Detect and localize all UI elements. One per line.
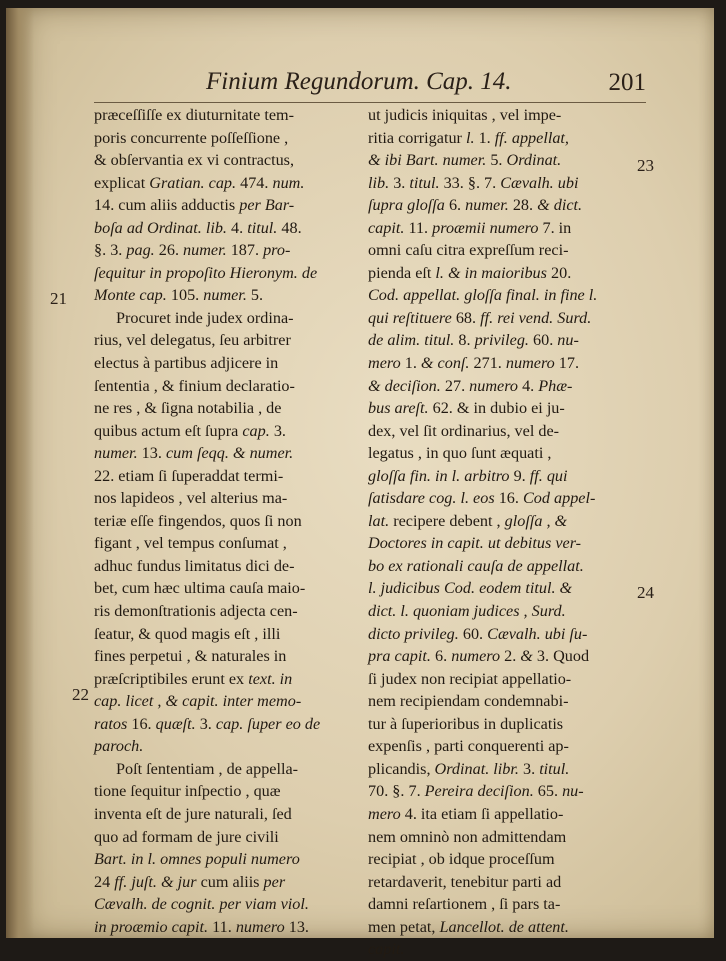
- margin-number: 21: [50, 289, 67, 308]
- italic-text-run: Cævalh. ubi ſu-: [487, 624, 588, 643]
- text-line: [94, 217, 357, 240]
- text-line: [94, 668, 357, 691]
- text-run: damni reſartionem , ſi pars ta-: [368, 895, 561, 914]
- italic-text-run: Bart. in l. omnes populi numero: [94, 850, 300, 869]
- italic-text-run: nu-: [562, 782, 584, 801]
- text-run: tione ſequitur inſpectio , quæ: [94, 782, 281, 801]
- text-line: [368, 780, 635, 803]
- text-line: [94, 149, 357, 172]
- text-run: adhuc fundus limitatus dici de-: [94, 556, 295, 575]
- text-run: quibus actum eſt ſupra: [94, 421, 243, 440]
- text-run: 16.: [127, 714, 156, 733]
- text-line: [94, 780, 357, 803]
- text-run: legatus , in quo ſunt æquati ,: [368, 444, 552, 463]
- text-line: [94, 735, 357, 758]
- text-run: ſententia , & finium declaratio-: [94, 376, 295, 395]
- text-run: 187.: [226, 241, 264, 260]
- text-line: [94, 826, 357, 849]
- italic-text-run: boſa ad Ordinat. lib.: [94, 218, 227, 237]
- italic-text-run: numer.: [203, 286, 247, 305]
- text-line: [94, 442, 357, 465]
- text-line: [368, 420, 635, 443]
- italic-text-run: bus areſt.: [368, 399, 429, 418]
- text-line: [368, 307, 635, 330]
- text-line: [368, 645, 635, 668]
- italic-text-run: & deciſion.: [368, 376, 441, 395]
- italic-text-run: qui reſtituere: [368, 308, 452, 327]
- text-run: teriæ eſſe fingendos, quos ſi non: [94, 511, 302, 530]
- text-line: [368, 893, 635, 916]
- italic-text-run: in proæmio capit.: [94, 917, 209, 936]
- italic-text-run: nu-: [557, 331, 579, 350]
- text-run: ris demonſtrationis adjecta cen-: [94, 602, 298, 621]
- text-line: [368, 690, 635, 713]
- text-run: 6.: [444, 196, 466, 215]
- text-run: 13.: [137, 444, 166, 463]
- text-run: 474.: [236, 173, 273, 192]
- text-run: 48.: [277, 218, 302, 237]
- text-run: 62. & in dubio ei ju-: [428, 399, 565, 418]
- text-line: [94, 510, 357, 533]
- italic-text-run: & dict.: [537, 196, 583, 215]
- text-line: [94, 375, 357, 398]
- text-run: 6.: [430, 647, 452, 666]
- italic-text-run: gloſſa , &: [504, 511, 568, 530]
- text-line: [368, 916, 635, 939]
- text-run: 11.: [404, 218, 433, 237]
- text-run: 33. §. 7.: [439, 173, 501, 192]
- text-line: [94, 104, 357, 127]
- book-page: [6, 8, 714, 959]
- text-run: 2.: [500, 647, 521, 666]
- italic-text-run: & ibi Bart. numer.: [368, 151, 487, 170]
- text-run: men petat,: [368, 917, 440, 936]
- text-line: [368, 803, 635, 826]
- text-run: cum aliis: [196, 872, 264, 891]
- text-run: præſcriptibiles erunt ex: [94, 669, 249, 688]
- text-run: nem omninò non admittendam: [368, 827, 567, 846]
- page-header: [96, 68, 646, 100]
- italic-text-run: cap. ſuper eo de: [215, 714, 321, 733]
- italic-text-run: quæſt.: [155, 714, 196, 733]
- italic-text-run: ff. rei vend. Surd.: [480, 308, 592, 327]
- italic-text-run: dicto privileg.: [368, 624, 459, 643]
- italic-text-run: numer.: [465, 196, 509, 215]
- italic-text-run: &: [520, 647, 533, 666]
- text-line: [368, 149, 635, 172]
- text-run: electus à partibus adjicere in: [94, 354, 279, 373]
- text-run: 105.: [166, 286, 204, 305]
- text-line: [368, 555, 635, 578]
- text-run: plicandis,: [368, 759, 435, 778]
- text-run: & obſervantia ex vi contractus,: [94, 151, 295, 170]
- italic-text-run: Gratian. cap.: [149, 173, 237, 192]
- text-run: 3.: [518, 759, 540, 778]
- italic-text-run: de alim. titul.: [368, 331, 455, 350]
- text-line: [368, 172, 635, 195]
- text-run: nem recipiendam condemnabi-: [368, 692, 569, 711]
- italic-text-run: num.: [272, 173, 305, 192]
- margin-number: 22: [72, 685, 89, 704]
- text-line: [368, 127, 635, 150]
- text-run: recipiat , ob idque proceſſum: [368, 850, 555, 869]
- text-run: Poſt ſententiam , de appella-: [116, 759, 299, 778]
- italic-text-run: lat.: [368, 511, 390, 530]
- italic-text-run: & conſ.: [420, 354, 470, 373]
- italic-text-run: Ordinat.: [506, 151, 562, 170]
- text-line: [94, 577, 357, 600]
- text-run: præceſſiſſe ex diuturnitate tem-: [94, 106, 295, 124]
- text-run: explicat: [94, 173, 150, 192]
- italic-text-run: Cod. appellat. gloſſa final. in fine l.: [368, 286, 598, 305]
- text-line: [368, 532, 635, 555]
- text-line: [368, 735, 635, 758]
- text-line: [94, 172, 357, 195]
- italic-text-run: Doctores in capit. ut debitus ver-: [368, 534, 582, 553]
- text-line: [94, 690, 357, 713]
- italic-text-run: numer.: [183, 241, 227, 260]
- italic-text-run: capit.: [368, 940, 405, 959]
- italic-text-run: dict. l. quoniam judices , Surd.: [368, 602, 566, 621]
- text-run: 65.: [533, 782, 563, 801]
- text-run: 1.: [474, 128, 495, 147]
- italic-text-run: l. & in maioribus: [435, 263, 547, 282]
- text-run: 8.: [454, 331, 475, 350]
- italic-text-run: ff. juſt. & jur: [114, 872, 197, 891]
- text-run: 22. etiam ſi ſuperaddat termi-: [94, 466, 284, 485]
- text-run: 3.: [195, 714, 216, 733]
- text-line: [368, 104, 635, 127]
- text-run: 60.: [458, 624, 488, 643]
- text-run: 60.: [528, 331, 558, 350]
- italic-text-run: proæmii numero: [432, 218, 539, 237]
- text-line: [368, 600, 635, 623]
- italic-text-run: Ordinat. libr.: [434, 759, 519, 778]
- text-line: [368, 262, 635, 285]
- text-run: rius, vel delegatus, ſeu arbitrer: [94, 331, 291, 350]
- text-line: [94, 284, 357, 307]
- left-text-column: [94, 104, 357, 938]
- text-line: [94, 871, 357, 894]
- text-line: [94, 397, 357, 420]
- italic-text-run: ff. appellat,: [494, 128, 569, 147]
- text-line: [94, 329, 357, 352]
- italic-text-run: l. judicibus Cod. eodem titul. &: [368, 579, 573, 598]
- text-run: 28.: [508, 196, 538, 215]
- text-run: Procuret inde judex ordina-: [116, 308, 294, 327]
- italic-text-run: lib.: [368, 173, 390, 192]
- text-line: [94, 465, 357, 488]
- text-line: [368, 826, 635, 849]
- italic-text-run: Cod appel-: [522, 489, 596, 508]
- text-run: tur à ſuperioribus in duplicatis: [368, 714, 564, 733]
- text-line: [368, 668, 635, 691]
- italic-text-run: Cævalh. de cognit. per viam viol.: [94, 895, 309, 914]
- italic-text-run: numero: [469, 376, 519, 395]
- text-line: [94, 555, 357, 578]
- text-line: [368, 329, 635, 352]
- text-run: ritia corrigatur: [368, 128, 466, 147]
- italic-text-run: pro-: [263, 241, 291, 260]
- text-run: retardaverit, tenebitur parti ad: [368, 872, 562, 891]
- text-line: [368, 239, 635, 262]
- text-run: 9.: [509, 466, 530, 485]
- text-run: pienda eſt: [368, 263, 436, 282]
- text-line: [368, 848, 635, 871]
- book-spine-shadow: [6, 8, 34, 938]
- margin-number: 23: [637, 156, 654, 175]
- page-number: 201: [608, 69, 646, 96]
- text-line: [368, 397, 635, 420]
- text-line: [94, 127, 357, 150]
- text-line: [368, 194, 635, 217]
- italic-text-run: ſupra gloſſa: [368, 196, 445, 215]
- italic-text-run: text. in: [248, 669, 293, 688]
- italic-text-run: cum ſeqq. & numer.: [165, 444, 294, 463]
- text-line: [368, 623, 635, 646]
- italic-text-run: Pereira deciſion.: [424, 782, 534, 801]
- text-run: 4.: [518, 376, 539, 395]
- text-line: [94, 487, 357, 510]
- text-line: [94, 262, 357, 285]
- italic-text-run: per Bar-: [239, 196, 295, 215]
- italic-text-run: Phæ-: [538, 376, 573, 395]
- text-run: quo ad formam de jure civili: [94, 827, 279, 846]
- text-run: 4. ita etiam ſi appellatio-: [400, 804, 564, 823]
- italic-text-run: numero: [235, 917, 285, 936]
- text-run: bet, cum hæc ultima cauſa maio-: [94, 579, 306, 598]
- running-head: Finium Regundorum. Cap. 14.: [206, 68, 512, 95]
- text-run: §. 3.: [94, 241, 127, 260]
- italic-text-run: numero: [505, 354, 555, 373]
- italic-text-run: bo ex rationali cauſa de appellat.: [368, 556, 584, 575]
- text-line: [94, 848, 357, 871]
- text-line: [368, 713, 635, 736]
- text-line: [368, 217, 635, 240]
- text-run: 14. cum aliis adductis: [94, 196, 240, 215]
- italic-text-run: privileg.: [474, 331, 529, 350]
- italic-text-run: ſatisdare cog. l. eos: [368, 489, 495, 508]
- text-run: 17.: [554, 354, 580, 373]
- text-run: 4.: [226, 218, 248, 237]
- right-text-column: [368, 104, 635, 961]
- text-line: [94, 893, 357, 916]
- text-line: [94, 532, 357, 555]
- italic-text-run: titul.: [409, 173, 440, 192]
- text-run: recipere debent ,: [389, 511, 505, 530]
- italic-text-run: pra capit.: [368, 647, 431, 666]
- text-run: 24: [94, 872, 115, 891]
- italic-text-run: titul.: [247, 218, 278, 237]
- header-rule: [94, 102, 646, 103]
- italic-text-run: titul.: [539, 759, 570, 778]
- italic-text-run: mero: [368, 804, 401, 823]
- italic-text-run: numer.: [94, 444, 138, 463]
- text-line: [94, 916, 357, 939]
- text-line: [368, 510, 635, 533]
- text-line: [368, 577, 635, 600]
- italic-text-run: ff. qui: [529, 466, 568, 485]
- text-line: [94, 758, 357, 781]
- text-run: fines perpetui , & naturales in: [94, 647, 287, 666]
- text-line: [94, 623, 357, 646]
- text-run: poris concurrente poſſeſſione ,: [94, 128, 289, 147]
- italic-text-run: ratos: [94, 714, 128, 733]
- text-run: ut judicis iniquitas , vel impe-: [368, 106, 562, 124]
- italic-text-run: capit.: [368, 218, 405, 237]
- margin-number: 24: [637, 583, 654, 602]
- italic-text-run: Monte cap.: [94, 286, 167, 305]
- text-line: [94, 803, 357, 826]
- italic-text-run: ſequitur in propoſito Hieronym. de: [94, 263, 318, 282]
- text-line: [94, 352, 357, 375]
- text-line: [94, 194, 357, 217]
- text-line: [368, 758, 635, 781]
- text-run: figant , vel tempus conſumat ,: [94, 534, 287, 553]
- text-run: 70. §. 7.: [368, 782, 425, 801]
- italic-text-run: pag.: [126, 241, 155, 260]
- text-run: 5.: [486, 151, 507, 170]
- text-line: [368, 352, 635, 375]
- text-run: 5.: [246, 286, 264, 305]
- text-run: 27.: [440, 376, 470, 395]
- text-run: 3.: [389, 173, 410, 192]
- italic-text-run: paroch.: [94, 737, 144, 756]
- italic-text-run: cap.: [242, 421, 270, 440]
- text-run: inventa eſt de jure naturali, ſed: [94, 804, 292, 823]
- text-run: 26.: [154, 241, 184, 260]
- text-run: dex, vel ſit ordinarius, vel de-: [368, 421, 560, 440]
- text-run: omni caſu citra expreſſum reci-: [368, 241, 569, 260]
- text-run: 20.: [546, 263, 572, 282]
- text-line: [94, 600, 357, 623]
- text-run: 16.: [494, 489, 523, 508]
- text-run: 3. Quod: [532, 647, 590, 666]
- text-run: ne res , & ſigna notabilia , de: [94, 399, 282, 418]
- text-run: 1.: [400, 354, 421, 373]
- text-run: 68.: [451, 308, 481, 327]
- text-line: [94, 645, 357, 668]
- text-line: [94, 239, 357, 262]
- text-run: ſi judex non recipiat appellatio-: [368, 669, 572, 688]
- italic-text-run: l.: [465, 128, 475, 147]
- text-run: expenſis , parti conquerenti ap-: [368, 737, 569, 756]
- italic-text-run: cap. licet , & capit. inter memo-: [94, 692, 302, 711]
- text-run: 271.: [469, 354, 506, 373]
- text-line: [368, 465, 635, 488]
- text-run: 7. in: [538, 218, 572, 237]
- text-run: nos lapideos , vel alterius ma-: [94, 489, 288, 508]
- italic-text-run: numero: [451, 647, 501, 666]
- italic-text-run: Cævalh. ubi: [500, 173, 579, 192]
- text-run: 11.: [208, 917, 236, 936]
- text-line: [368, 442, 635, 465]
- italic-text-run: mero: [368, 354, 401, 373]
- italic-text-run: gloſſa fin. in l. arbitro: [368, 466, 510, 485]
- text-run: ſeatur, & quod magis eſt , illi: [94, 624, 281, 643]
- text-line: [94, 713, 357, 736]
- text-line: [94, 307, 357, 330]
- text-line: [368, 938, 635, 961]
- text-line: [368, 871, 635, 894]
- text-line: [368, 487, 635, 510]
- text-line: [94, 420, 357, 443]
- text-run: 3.: [269, 421, 286, 440]
- text-line: [368, 284, 635, 307]
- text-line: [368, 375, 635, 398]
- text-run: 13.: [284, 917, 309, 936]
- italic-text-run: per: [263, 872, 286, 891]
- italic-text-run: Lancellot. de attent.: [439, 917, 569, 936]
